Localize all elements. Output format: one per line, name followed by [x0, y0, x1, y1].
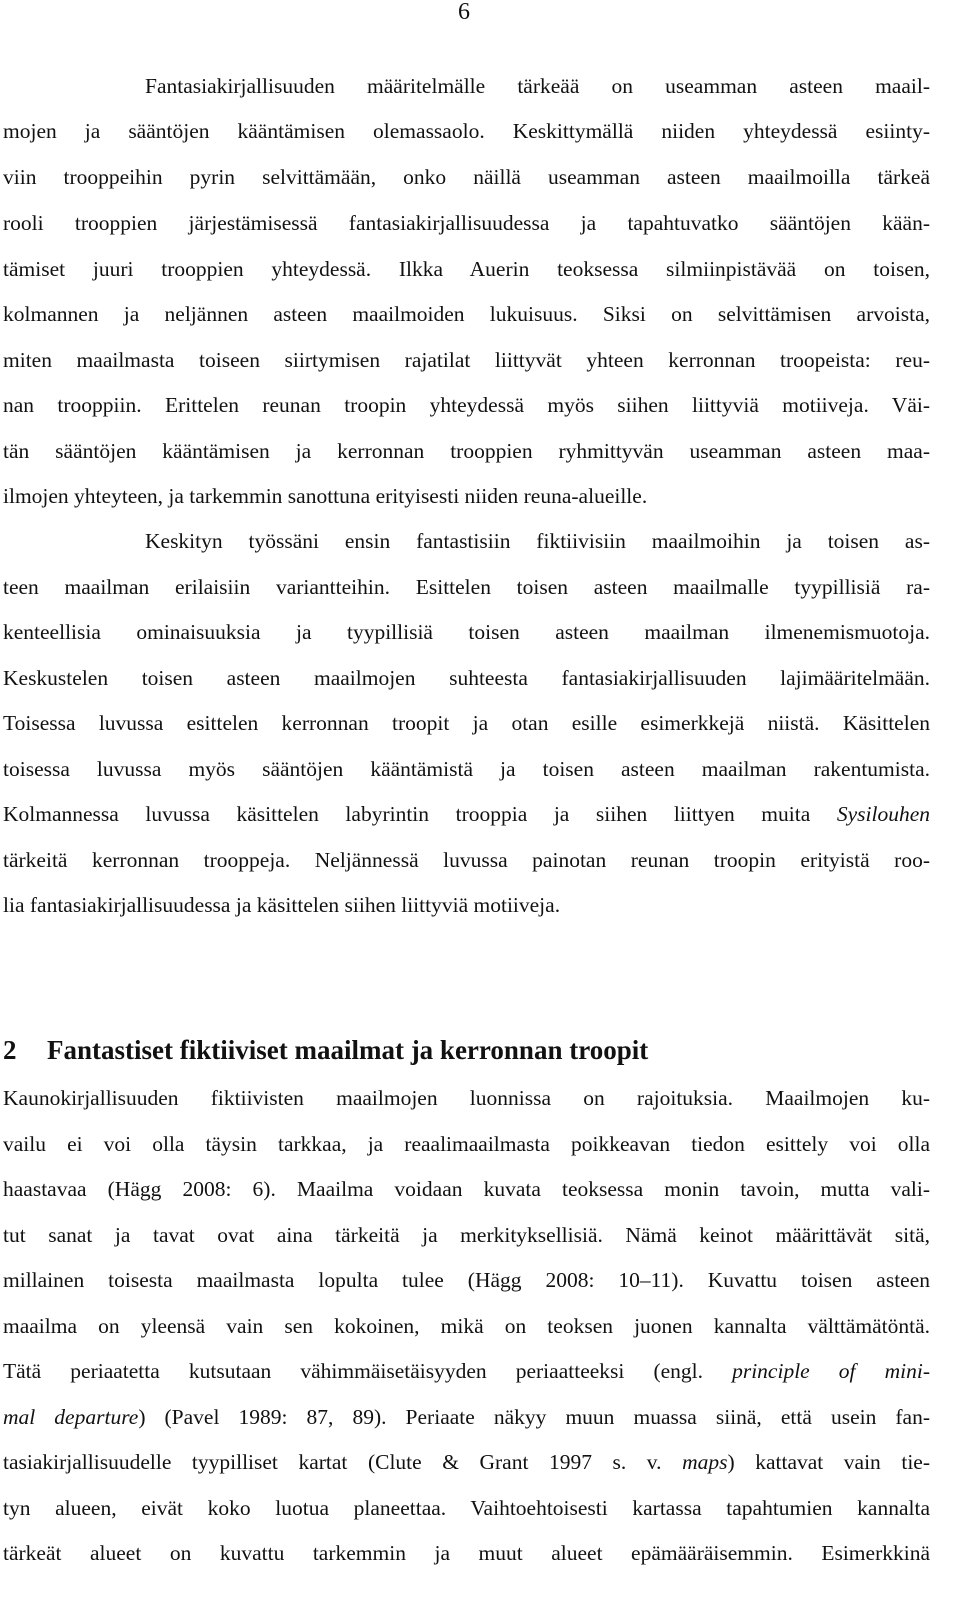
text-segment: Tätä periaatetta kutsutaan vähimmäisetäisyyden periaatteeksi (engl. [3, 1359, 733, 1383]
text-segment: ) (Pavel 1989: 87, 89). Periaate näkyy muun muassa siinä, että usein fan- [138, 1405, 930, 1429]
text-line: lia fantasiakirjallisuudessa ja käsittelen siihen liittyviä motiiveja. [3, 893, 561, 917]
section-title: Fantastiset fiktiiviset maailmat ja kerronnan troopit [47, 1035, 649, 1065]
text-line [3, 1449, 930, 1475]
text-segment: tasiakirjallisuudelle tyypilliset kartat (Clute & Grant 1997 s. v. [3, 1450, 683, 1474]
text-line: rooli trooppien järjestämisessä fantasiakirjallisuudessa ja tapahtuvatko sääntöjen kään- [3, 211, 930, 235]
text-line: miten maailmasta toiseen siirtymisen rajatilat liittyvät yhteen kerronnan troopeista: reu- [3, 348, 930, 372]
text-line: viin trooppeihin pyrin selvittämään, onko näillä useamman asteen maailmoilla tärkeä [3, 165, 930, 189]
text-line: toisessa luvussa myös sääntöjen kääntämistä ja toisen asteen maailman rakentumista. [3, 757, 930, 781]
text-segment: Kolmannessa luvussa käsittelen labyrintin trooppia ja siihen liittyen muita [3, 802, 837, 826]
text-line: millainen toisesta maailmasta lopulta tulee (Hägg 2008: 10–11). Kuvattu toisen asteen [3, 1268, 930, 1292]
text-line [3, 801, 930, 827]
text-line: tärkeät alueet on kuvattu tarkemmin ja muut alueet epämääräisemmin. Esimerkkinä [3, 1541, 930, 1565]
text-line: tyn alueen, eivät koko luotua planeettaa. Vaihtoehtoisesti kartassa tapahtumien kannalta [3, 1496, 930, 1520]
text-line: tut sanat ja tavat ovat aina tärkeitä ja merkityksellisiä. Nämä keinot määrittävät sitä, [3, 1223, 930, 1247]
section-number: 2 [3, 1035, 17, 1065]
text-line: Keskityn työssäni ensin fantastisiin fiktiivisiin maailmoihin ja toisen as- [145, 529, 930, 553]
text-line: teen maailman erilaisiin variantteihin. Esittelen toisen asteen maailmalle tyypillisiä ra- [3, 575, 930, 599]
text-line: vailu ei voi olla täysin tarkkaa, ja reaalimaailmasta poikkeavan tiedon esittely voi olla [3, 1132, 930, 1156]
italic-term: principle of mini- [732, 1359, 930, 1383]
text-line: maailma on yleensä vain sen kokoinen, mikä on teoksen juonen kannalta välttämätöntä. [3, 1314, 930, 1338]
text-line: ilmojen yhteyteen, ja tarkemmin sanottuna erityisesti niiden reuna-alueille. [3, 484, 648, 508]
italic-book-title: Sysilouhen [836, 802, 930, 826]
text-line: Kaunokirjallisuuden fiktiivisten maailmojen luonnissa on rajoituksia. Maailmojen ku- [3, 1086, 930, 1110]
italic-term: mal departure [3, 1405, 139, 1429]
text-line [3, 1404, 930, 1430]
text-line: mojen ja sääntöjen kääntämisen olemassaolo. Keskittymällä niiden yhteydessä esiinty- [3, 119, 930, 143]
text-line: kolmannen ja neljännen asteen maailmoiden lukuisuus. Siksi on selvittämisen arvoista, [3, 302, 930, 326]
text-line: tärkeitä kerronnan trooppeja. Neljännessä luvussa painotan reunan troopin erityistä roo- [3, 848, 930, 872]
text-line [3, 1358, 930, 1384]
text-line: Keskustelen toisen asteen maailmojen suhteesta fantasiakirjallisuuden lajimääritelmään. [3, 666, 930, 690]
text-line: Fantasiakirjallisuuden määritelmälle tärkeää on useamman asteen maail- [145, 74, 930, 98]
text-segment: ) kattavat vain tie- [727, 1450, 931, 1474]
text-line: Toisessa luvussa esittelen kerronnan troopit ja otan esille esimerkkejä niistä. Käsittelen [3, 711, 930, 735]
section-heading [3, 1034, 648, 1066]
text-line: kenteellisia ominaisuuksia ja tyypillisiä toisen asteen maailman ilmenemismuotoja. [3, 620, 930, 644]
page-number: 6 [458, 0, 470, 25]
text-line: tän sääntöjen kääntämisen ja kerronnan trooppien ryhmittyvän useamman asteen maa- [3, 439, 930, 463]
text-line: nan trooppiin. Erittelen reunan troopin yhteydessä myös siihen liittyviä motiiveja. Väi- [3, 393, 930, 417]
italic-term: maps [682, 1450, 728, 1474]
text-line: haastavaa (Hägg 2008: 6). Maailma voidaan kuvata teoksessa monin tavoin, mutta vali- [3, 1177, 930, 1201]
text-line: tämiset juuri trooppien yhteydessä. Ilkka Auerin teoksessa silmiinpistävää on toisen, [3, 257, 930, 281]
